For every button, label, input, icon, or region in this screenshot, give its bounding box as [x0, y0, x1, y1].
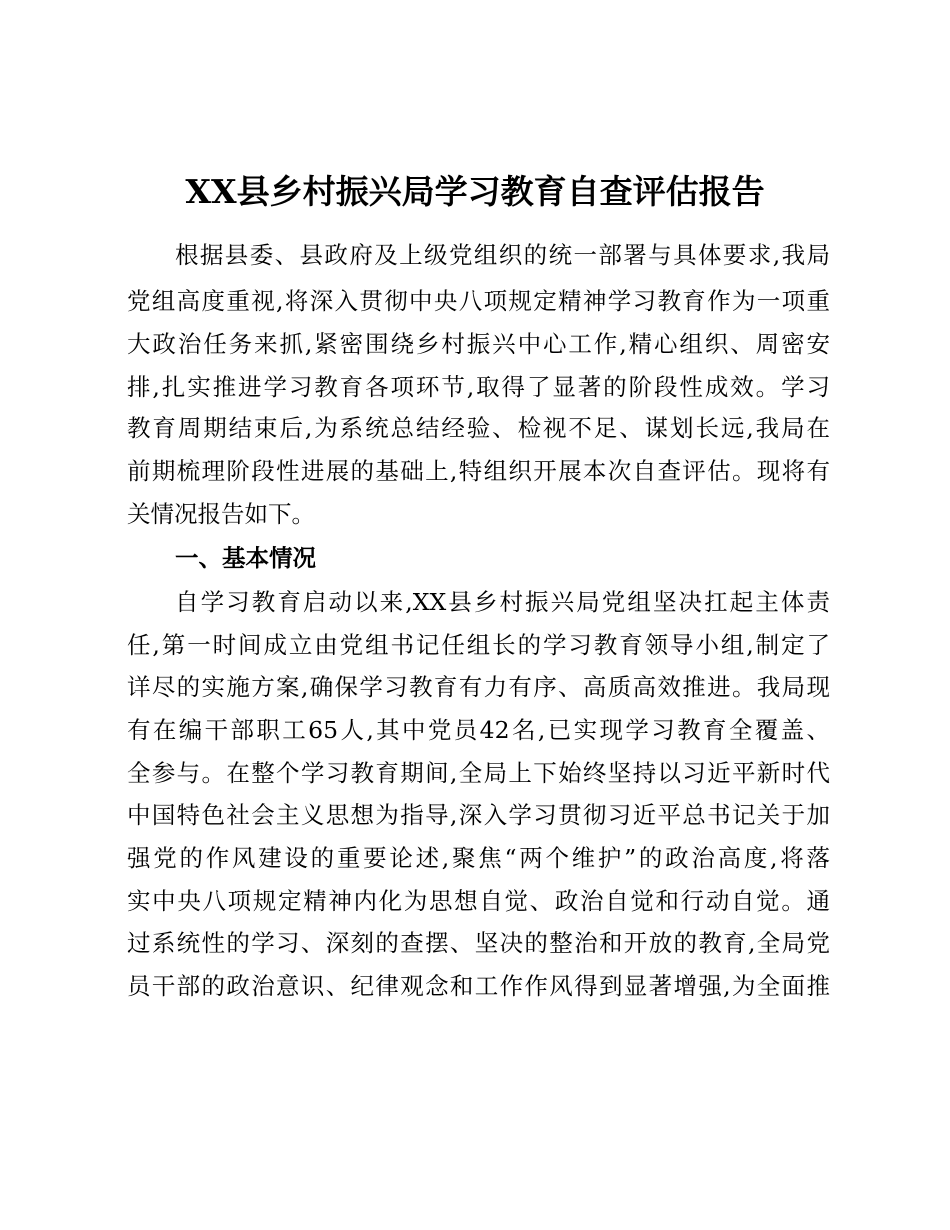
paragraph-line: 任,第一时间成立由党组书记任组长的学习教育领导小组,制定了	[127, 631, 830, 659]
paragraph-line: 党组高度重视,将深入贯彻中央八项规定精神学习教育作为一项重	[127, 287, 830, 315]
paragraph-line: 实中央八项规定精神内化为思想自觉、政治自觉和行动自觉。通	[127, 887, 830, 915]
paragraph-line: 教育周期结束后,为系统总结经验、检视不足、谋划长远,我局在	[127, 414, 830, 442]
paragraph-line: 前期梳理阶段性进展的基础上,特组织开展本次自查评估。现将有	[127, 457, 830, 485]
paragraph-line: 有在编干部职工65人,其中党员42名,已实现学习教育全覆盖、	[127, 716, 830, 744]
paragraph-line: 过系统性的学习、深刻的查摆、坚决的整治和开放的教育,全局党	[127, 929, 830, 957]
section-heading: 一、基本情况	[175, 544, 316, 572]
paragraph-line: 中国特色社会主义思想为指导,深入学习贯彻习近平总书记关于加	[127, 801, 830, 829]
paragraph-line: 关情况报告如下。	[127, 500, 315, 528]
paragraph-line: 大政治任务来抓,紧密围绕乡村振兴中心工作,精心组织、周密安	[127, 330, 830, 358]
paragraph-line: 强党的作风建设的重要论述,聚焦“两个维护”的政治高度,将落	[127, 844, 830, 872]
paragraph-line: 根据县委、县政府及上级党组织的统一部署与具体要求,我局	[175, 241, 830, 269]
document-title: XX县乡村振兴局学习教育自查评估报告	[185, 172, 765, 211]
paragraph-line: 自学习教育启动以来,XX县乡村振兴局党组坚决扛起主体责	[175, 588, 830, 616]
paragraph-line: 全参与。在整个学习教育期间,全局上下始终坚持以习近平新时代	[127, 759, 830, 787]
paragraph-line: 详尽的实施方案,确保学习教育有力有序、高质高效推进。我局现	[127, 673, 830, 701]
paragraph-line: 排,扎实推进学习教育各项环节,取得了显著的阶段性成效。学习	[127, 373, 830, 401]
paragraph-line: 员干部的政治意识、纪律观念和工作作风得到显著增强,为全面推	[127, 972, 830, 1000]
